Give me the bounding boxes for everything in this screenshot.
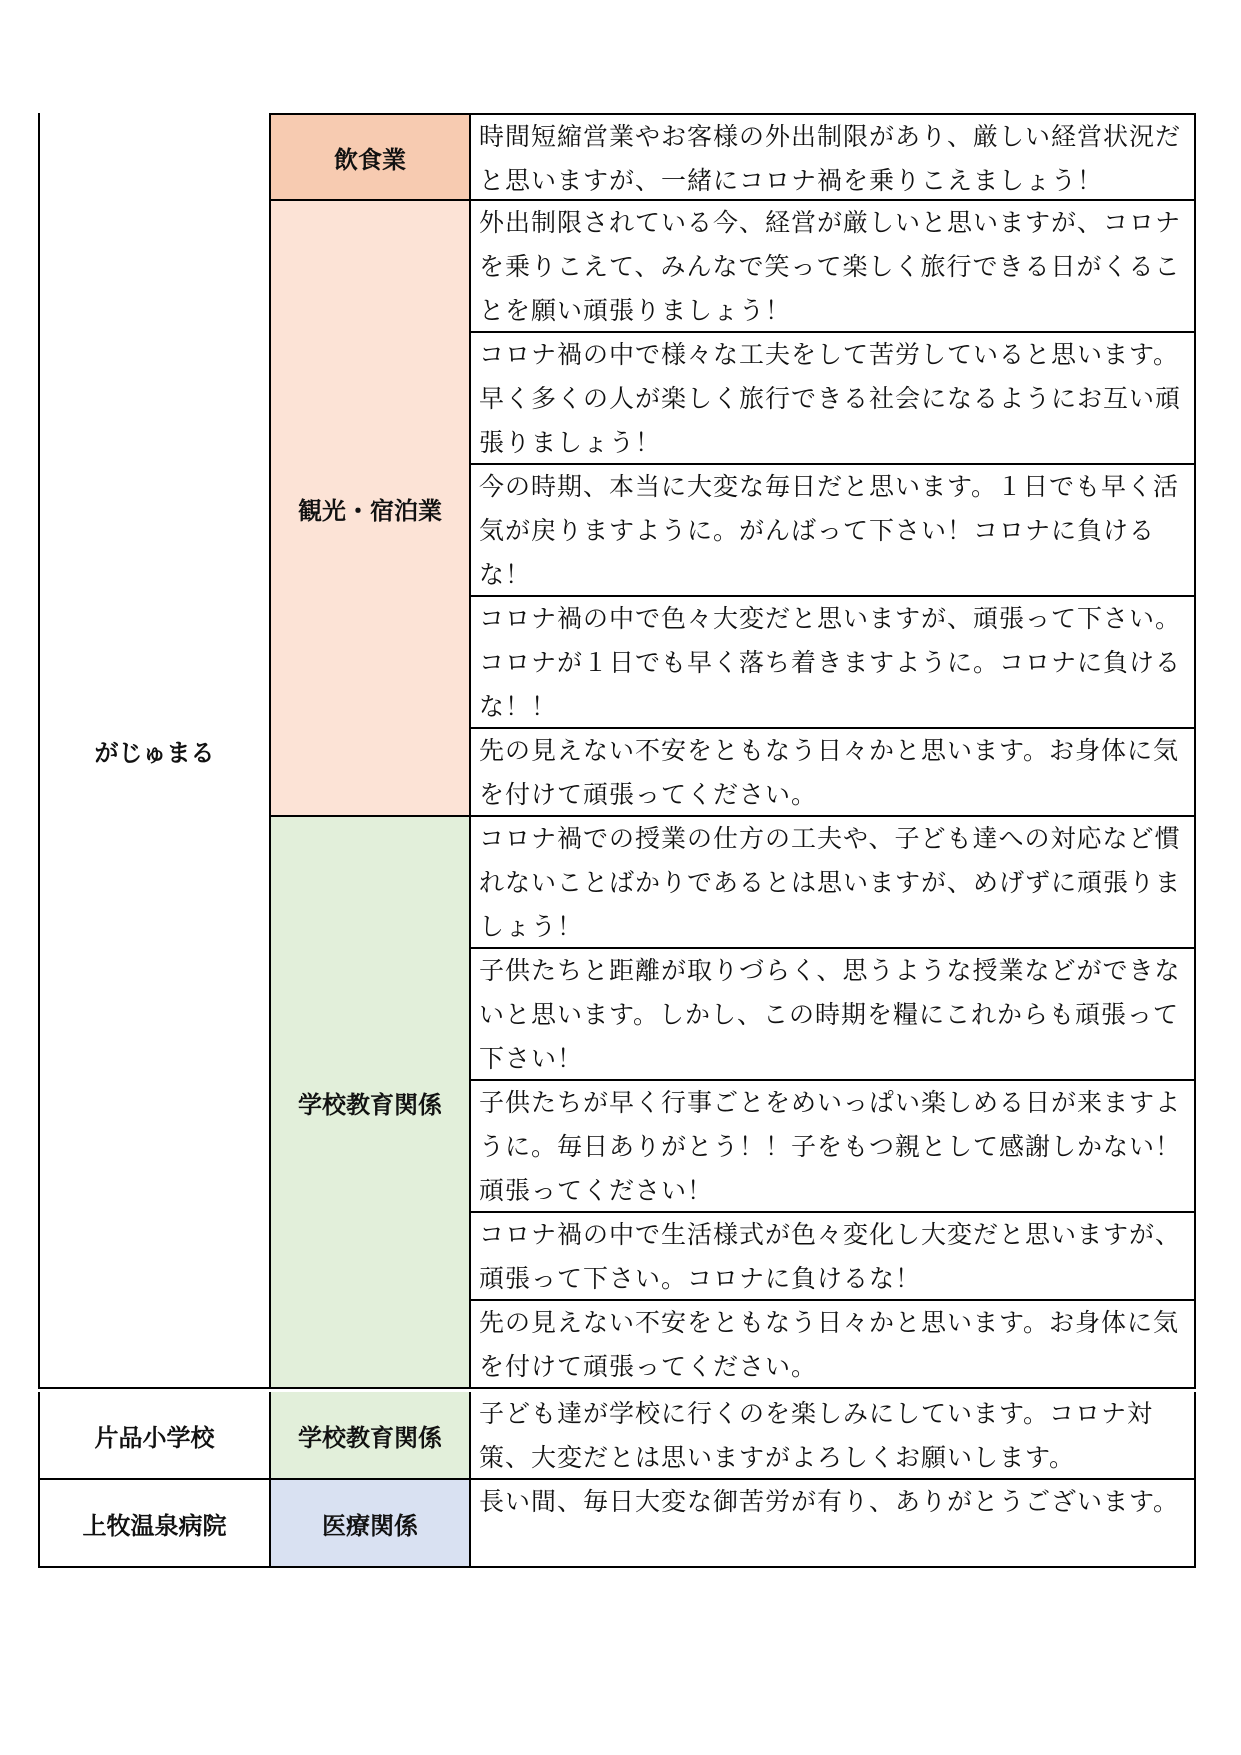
message-cell: 外出制限されている今、経営が厳しいと思いますが、コロナを乗りこえて、みんなで笑って楽しく旅行できる日がくることを願い頑張りましょう！ [471, 201, 1196, 333]
message-cell: 先の見えない不安をともなう日々かと思います。お身体に気を付けて頑張ってください。 [471, 1301, 1196, 1389]
message-cell: 子ども達が学校に行くのを楽しみにしています。コロナ対策、大変だとは思いますがよろしくお願いします。 [471, 1392, 1196, 1480]
message-table [38, 113, 1196, 1392]
message-cell: 今の時期、本当に大変な毎日だと思います。１日でも早く活気が戻りますように。がんばって下さい！コロナに負けるな！ [471, 465, 1196, 597]
message-cell: コロナ禍の中で様々な工夫をして苦労していると思います。早く多くの人が楽しく旅行できる社会になるようにお互い頑張りましょう！ [471, 333, 1196, 465]
category-medical: 医療関係 [271, 1480, 471, 1568]
category-restaurant: 飲食業 [271, 113, 471, 201]
message-cell: 時間短縮営業やお客様の外出制限があり、厳しい経営状況だと思いますが、一緒にコロナ禍を乗りこえましょう！ [471, 113, 1196, 201]
message-cell: 子供たちが早く行事ごとをめいっぱい楽しめる日が来ますように。毎日ありがとう！！子をもつ親として感謝しかない！頑張ってください！ [471, 1081, 1196, 1213]
message-table-lower [38, 1392, 1196, 1568]
org-gajumaru: がじゅまる [38, 113, 271, 1389]
org-katashina-elementary: 片品小学校 [38, 1392, 271, 1480]
category-school: 学校教育関係 [271, 1392, 471, 1480]
message-cell: コロナ禍での授業の仕方の工夫や、子ども達への対応など慣れないことばかりであるとは思いますが、めげずに頑張りましょう！ [471, 817, 1196, 949]
org-kamimoku-onsen-hospital: 上牧温泉病院 [38, 1480, 271, 1568]
message-cell: 先の見えない不安をともなう日々かと思います。お身体に気を付けて頑張ってください。 [471, 729, 1196, 817]
message-cell: コロナ禍の中で色々大変だと思いますが、頑張って下さい。コロナが１日でも早く落ち着きますように。コロナに負けるな！！ [471, 597, 1196, 729]
message-cell: 子供たちと距離が取りづらく、思うような授業などができないと思います。しかし、この時期を糧にこれからも頑張って下さい！ [471, 949, 1196, 1081]
category-tourism: 観光・宿泊業 [271, 201, 471, 817]
message-cell: コロナ禍の中で生活様式が色々変化し大変だと思いますが、頑張って下さい。コロナに負けるな！ [471, 1213, 1196, 1301]
message-cell: 長い間、毎日大変な御苦労が有り、ありがとうございます。 [471, 1480, 1196, 1568]
category-school: 学校教育関係 [271, 817, 471, 1389]
